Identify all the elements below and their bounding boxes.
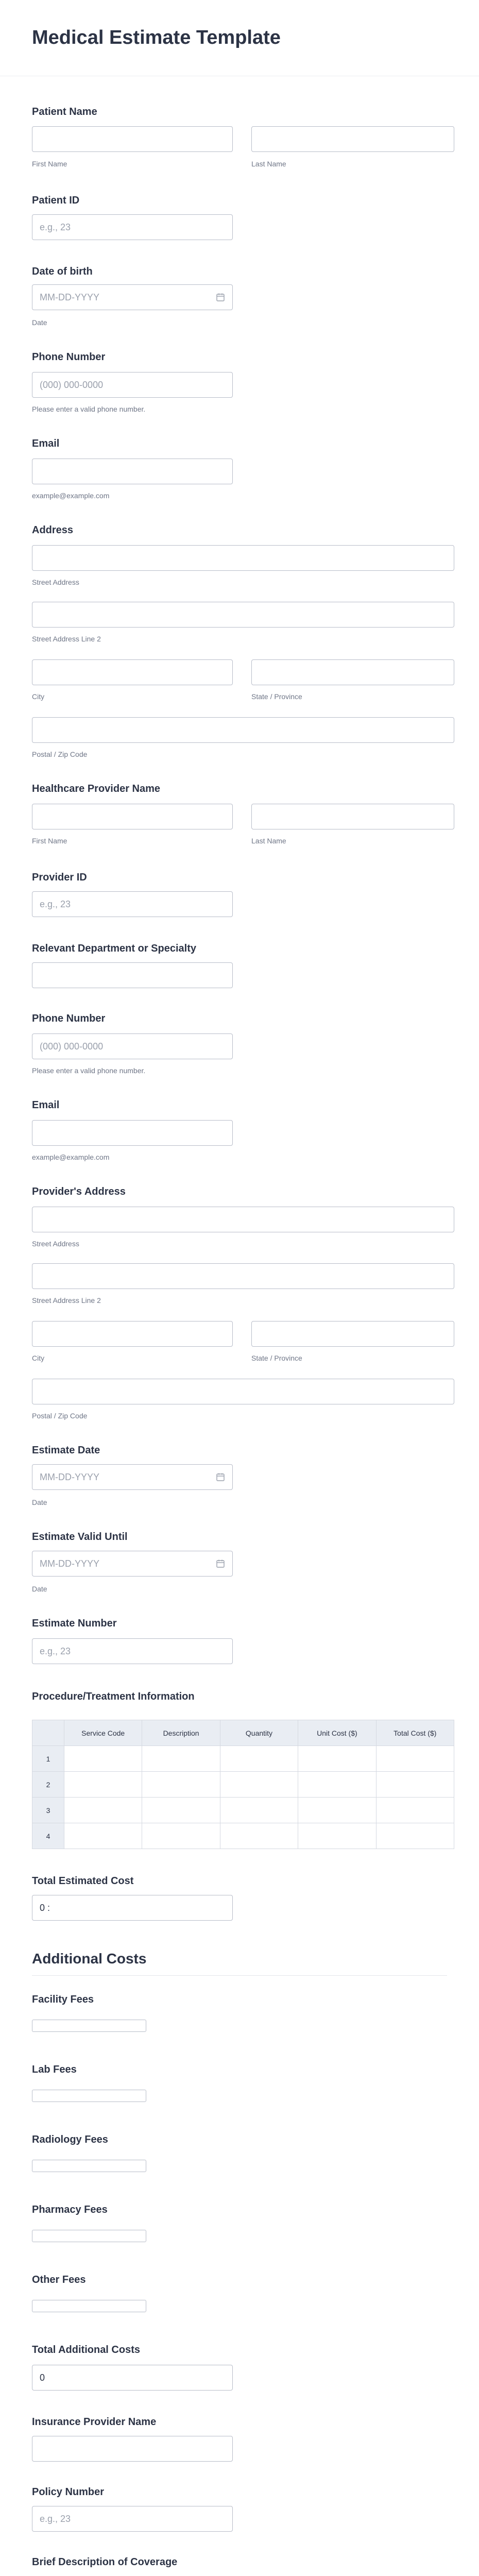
calendar-icon[interactable] [216,1559,225,1568]
other-fees-field[interactable] [32,2300,146,2312]
patient-state-input[interactable] [251,659,454,685]
insurance-provider-input[interactable] [32,2436,233,2462]
row-header: 4 [32,1823,64,1849]
table-cell[interactable] [220,1772,298,1798]
valid-until-placeholder: MM-DD-YYYY [40,1558,99,1569]
patient-last-name-sublabel: Last Name [251,160,286,168]
facility-fees-label: Facility Fees [32,1994,94,2005]
form-header [0,0,479,76]
patient-state-sublabel: State / Province [251,692,302,701]
table-cell[interactable] [142,1798,220,1823]
patient-city-sublabel: City [32,692,45,701]
column-header: Description [142,1720,220,1746]
pharmacy-fees-label: Pharmacy Fees [32,2204,108,2215]
table-cell[interactable] [64,1798,142,1823]
estimate-number-input[interactable] [32,1638,233,1664]
provider-last-name-input[interactable] [251,804,454,829]
policy-number-placeholder: e.g., 23 [40,2514,71,2524]
table-cell[interactable] [376,1772,454,1798]
dob-placeholder: MM-DD-YYYY [40,292,99,302]
table-cell[interactable] [142,1772,220,1798]
radiology-fees-field[interactable] [32,2160,146,2172]
procedure-label: Procedure/Treatment Information [32,1691,195,1702]
total-additional-costs-field[interactable] [32,2365,233,2391]
patient-street-sublabel: Street Address [32,578,79,586]
calendar-icon[interactable] [216,1472,225,1482]
provider-id-label: Provider ID [32,872,87,883]
total-estimated-cost-label: Total Estimated Cost [32,1875,134,1887]
patient-city-input[interactable] [32,659,233,685]
patient-email-input[interactable] [32,459,233,484]
estimate-date-input[interactable] [32,1464,233,1490]
patient-phone-label: Phone Number [32,351,106,363]
provider-phone-placeholder: (000) 000-0000 [40,1041,104,1052]
total-estimated-cost-value: 0 : [40,1903,50,1913]
table-corner-cell [32,1720,64,1746]
patient-id-label: Patient ID [32,195,80,206]
patient-street2-sublabel: Street Address Line 2 [32,635,101,643]
facility-fees-field[interactable] [32,2020,146,2032]
provider-email-label: Email [32,1099,60,1111]
patient-phone-sublabel: Please enter a valid phone number. [32,405,146,413]
patient-postal-input[interactable] [32,717,454,743]
patient-phone-placeholder: (000) 000-0000 [40,380,104,390]
section-divider [32,1975,447,1976]
patient-email-sublabel: example@example.com [32,492,110,500]
provider-phone-sublabel: Please enter a valid phone number. [32,1066,146,1075]
patient-address-label: Address [32,524,74,536]
patient-street2-input[interactable] [32,602,454,628]
provider-postal-sublabel: Postal / Zip Code [32,1412,88,1420]
provider-street2-input[interactable] [32,1263,454,1289]
department-input[interactable] [32,962,233,988]
table-cell[interactable] [376,1798,454,1823]
provider-street2-sublabel: Street Address Line 2 [32,1296,101,1304]
column-header: Unit Cost ($) [298,1720,376,1746]
provider-address-label: Provider's Address [32,1186,126,1197]
provider-id-input[interactable] [32,891,233,917]
table-header-row [32,1720,454,1746]
provider-city-sublabel: City [32,1354,45,1362]
provider-state-input[interactable] [251,1321,454,1347]
estimate-date-label: Estimate Date [32,1445,100,1456]
provider-email-input[interactable] [32,1120,233,1146]
patient-first-name-input[interactable] [32,126,233,152]
provider-last-name-sublabel: Last Name [251,837,286,845]
table-row [32,1746,454,1772]
provider-city-input[interactable] [32,1321,233,1347]
procedure-table [32,1720,454,1849]
row-header: 2 [32,1772,64,1798]
row-header: 1 [32,1746,64,1772]
table-row [32,1772,454,1798]
table-cell[interactable] [298,1746,376,1772]
patient-street-input[interactable] [32,545,454,571]
provider-email-sublabel: example@example.com [32,1153,110,1161]
table-cell[interactable] [142,1823,220,1849]
column-header: Quantity [220,1720,298,1746]
policy-number-input[interactable] [32,2506,233,2532]
provider-phone-label: Phone Number [32,1013,106,1024]
table-cell[interactable] [220,1798,298,1823]
patient-last-name-input[interactable] [251,126,454,152]
provider-postal-input[interactable] [32,1379,454,1404]
table-cell[interactable] [376,1746,454,1772]
radiology-fees-label: Radiology Fees [32,2134,108,2145]
patient-first-name-sublabel: First Name [32,160,67,168]
lab-fees-label: Lab Fees [32,2064,77,2075]
table-cell[interactable] [64,1772,142,1798]
dob-input[interactable] [32,284,233,310]
table-row [32,1823,454,1849]
provider-first-name-sublabel: First Name [32,837,67,845]
estimate-number-placeholder: e.g., 23 [40,1646,71,1656]
estimate-date-sublabel: Date [32,1498,47,1506]
total-additional-costs-label: Total Additional Costs [32,2344,140,2355]
total-additional-costs-value: 0 [40,2372,45,2383]
valid-until-sublabel: Date [32,1585,47,1593]
table-cell[interactable] [298,1798,376,1823]
table-cell[interactable] [298,1823,376,1849]
form-title: Medical Estimate Template [32,27,281,48]
table-cell[interactable] [376,1823,454,1849]
table-cell[interactable] [220,1823,298,1849]
estimate-date-placeholder: MM-DD-YYYY [40,1472,99,1482]
column-header: Service Code [64,1720,142,1746]
column-header: Total Cost ($) [376,1720,454,1746]
row-header: 3 [32,1798,64,1823]
dob-sublabel: Date [32,318,47,327]
policy-number-label: Policy Number [32,2486,105,2498]
other-fees-label: Other Fees [32,2274,86,2285]
provider-id-placeholder: e.g., 23 [40,899,71,909]
coverage-description-label: Brief Description of Coverage [32,2556,178,2568]
lab-fees-field[interactable] [32,2090,146,2102]
table-cell[interactable] [142,1746,220,1772]
additional-costs-heading: Additional Costs [32,1951,147,1967]
table-row [32,1798,454,1823]
patient-id-placeholder: e.g., 23 [40,222,71,232]
dob-label: Date of birth [32,266,93,277]
provider-state-sublabel: State / Province [251,1354,302,1362]
calendar-icon[interactable] [216,293,225,302]
table-cell[interactable] [220,1746,298,1772]
provider-first-name-input[interactable] [32,804,233,829]
provider-phone-input[interactable] [32,1033,233,1059]
total-estimated-cost-field[interactable] [32,1895,233,1921]
provider-street-input[interactable] [32,1207,454,1232]
table-cell[interactable] [64,1823,142,1849]
patient-phone-input[interactable] [32,372,233,398]
table-cell[interactable] [64,1746,142,1772]
provider-name-label: Healthcare Provider Name [32,783,161,794]
department-label: Relevant Department or Specialty [32,943,196,954]
patient-id-input[interactable] [32,214,233,240]
valid-until-input[interactable] [32,1551,233,1577]
insurance-provider-label: Insurance Provider Name [32,2416,157,2428]
patient-name-label: Patient Name [32,106,97,117]
table-cell[interactable] [298,1772,376,1798]
valid-until-label: Estimate Valid Until [32,1531,128,1543]
provider-street-sublabel: Street Address [32,1240,79,1248]
estimate-number-label: Estimate Number [32,1618,117,1629]
patient-postal-sublabel: Postal / Zip Code [32,750,88,758]
patient-email-label: Email [32,438,60,449]
pharmacy-fees-field[interactable] [32,2230,146,2242]
